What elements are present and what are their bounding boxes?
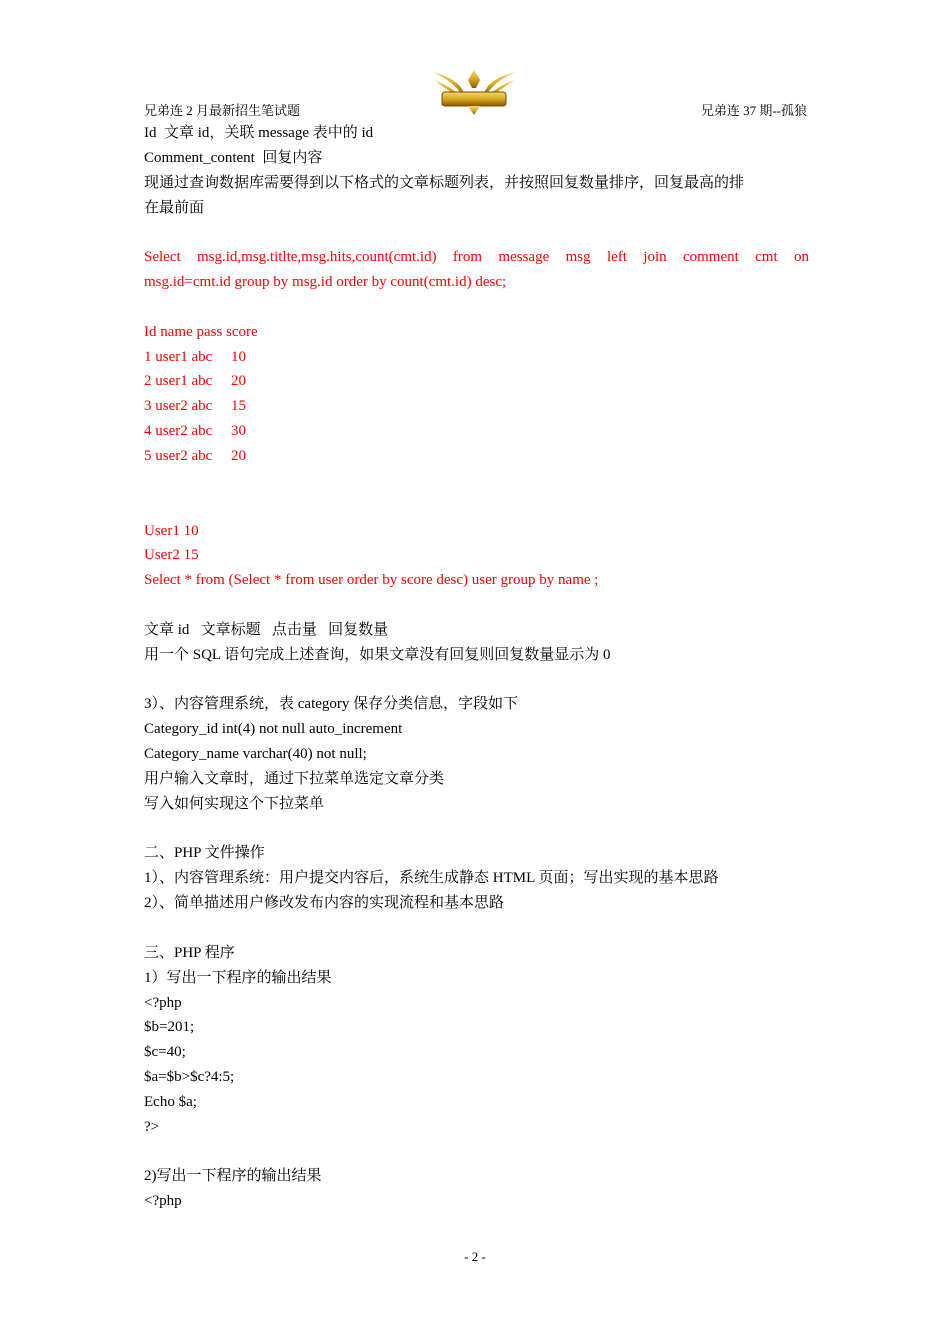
blank-line xyxy=(144,295,809,320)
text-line: 4 user2 abc 30 xyxy=(144,423,247,440)
text-line: User2 15 xyxy=(144,547,199,564)
text-line: Select * from (Select * from user order by score desc) user group by name ; xyxy=(144,572,599,589)
text-line: <?php xyxy=(144,994,182,1011)
page-number: - 2 - xyxy=(464,1249,486,1264)
header-left-title: 兄弟连 2 月最新招生笔试题 xyxy=(144,103,301,118)
blank-line xyxy=(144,668,809,693)
text-line: 在最前面 xyxy=(144,199,205,216)
text-line: 用一个 SQL 语句完成上述查询，如果文章没有回复则回复数量显示为 0 xyxy=(144,646,611,663)
text-line: 文章 id 文章标题 点击量 回复数量 xyxy=(144,621,389,638)
winged-shield-logo-icon xyxy=(430,66,518,116)
text-line: Echo $a; xyxy=(144,1093,197,1110)
text-line: 2 user1 abc 20 xyxy=(144,373,247,390)
text-line: 用户输入文章时，通过下拉菜单选定文章分类 xyxy=(144,770,445,787)
text-line: msg.id=cmt.id group by msg.id order by count(cmt.id) desc; xyxy=(144,274,507,291)
text-line: 现通过查询数据库需要得到以下格式的文章标题列表，并按照回复数量排序，回复最高的排 xyxy=(144,174,745,191)
text-line: 5 user2 abc 20 xyxy=(144,447,247,464)
document-body xyxy=(144,121,809,1214)
text-line: 2）、简单描述用户修改发布内容的实现流程和基本思路 xyxy=(144,895,505,912)
text-line: 3 user2 abc 15 xyxy=(144,398,247,415)
text-line: 1）、内容管理系统：用户提交内容后，系统生成静态 HTML 页面；写出实现的基本思路 xyxy=(144,870,719,887)
text-line: $b=201; xyxy=(144,1019,195,1036)
text-line: ?> xyxy=(144,1118,160,1135)
text-line: 三、PHP 程序 xyxy=(144,944,235,961)
text-line: 写入如何实现这个下拉菜单 xyxy=(144,795,325,812)
blank-line xyxy=(144,469,809,494)
text-line: Id name pass score xyxy=(144,323,258,340)
text-line: 2)写出一下程序的输出结果 xyxy=(144,1168,322,1185)
text-line: <?php xyxy=(144,1193,182,1210)
blank-line xyxy=(144,1140,809,1165)
text-line: $c=40; xyxy=(144,1044,186,1061)
text-line: 二、PHP 文件操作 xyxy=(144,845,265,862)
text-line: $a=$b>$c?4:5; xyxy=(144,1069,235,1086)
blank-line xyxy=(144,916,809,941)
blank-line xyxy=(144,220,809,245)
text-line: Select msg.id,msg.titlte,msg.hits,count(cmt.id) from message msg left join comment cmt on xyxy=(144,249,809,266)
text-line: Id 文章 id，关联 message 表中的 id xyxy=(144,125,374,141)
header-right-title: 兄弟连 37 期--孤狼 xyxy=(700,103,807,118)
blank-line xyxy=(144,817,809,842)
text-line: User1 10 xyxy=(144,522,199,539)
blank-line xyxy=(144,494,809,519)
blank-line xyxy=(144,593,809,618)
text-line: Category_id int(4) not null auto_increment xyxy=(144,721,403,738)
text-line: Category_name varchar(40) not null; xyxy=(144,746,367,763)
text-line: 1 user1 abc 10 xyxy=(144,348,247,365)
text-line: Comment_content 回复内容 xyxy=(144,149,323,166)
text-line: 1）写出一下程序的输出结果 xyxy=(144,969,332,986)
text-line: 3）、内容管理系统，表 category 保存分类信息，字段如下 xyxy=(144,696,519,713)
